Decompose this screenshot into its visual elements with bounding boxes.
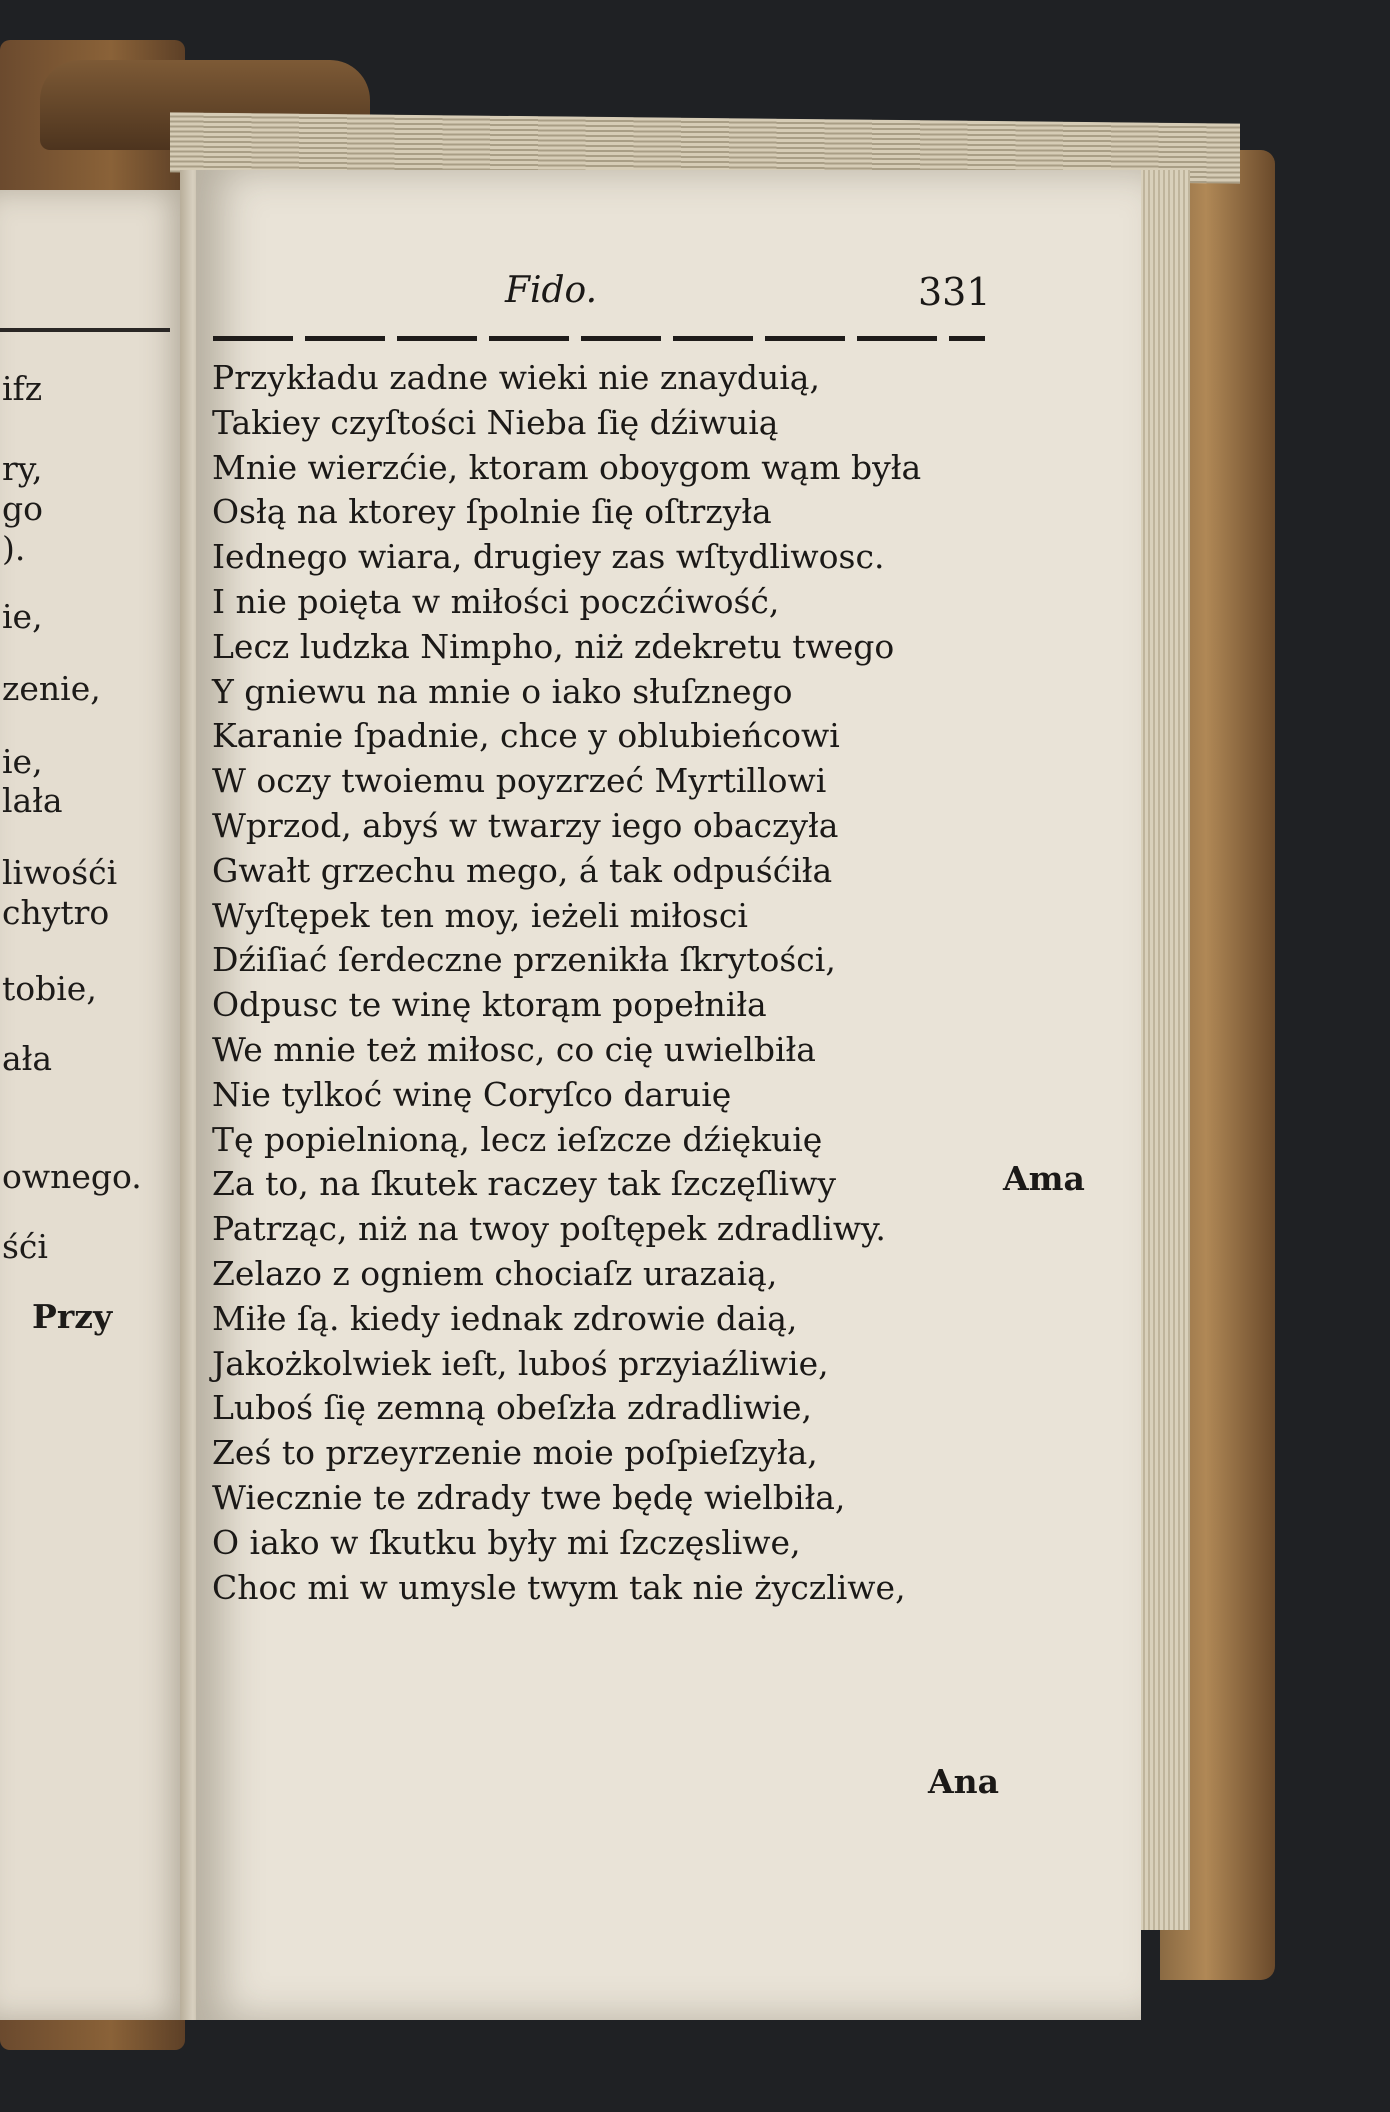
verse-line: W oczy twoiemu poyzrzeć Myrtillowi (212, 761, 827, 801)
running-title: Fido. (505, 270, 598, 311)
left-fragment: ifz (2, 369, 43, 408)
left-fragment: zenie, (2, 669, 101, 708)
verse-line: Wprzod, abyś w twarzy iego obaczyła (212, 805, 839, 845)
speaker-label: Ama (1003, 1159, 1085, 1198)
verse-line: I nie poięta w miłości poczćiwość, (212, 581, 780, 621)
left-fragment: lała (2, 781, 63, 820)
verse-line: O iako w ſkutku były mi ſzczęsliwe, (212, 1522, 801, 1562)
verse-line: Dźiſiać ſerdeczne przenikła ſkrytości, (212, 940, 836, 980)
left-catchword: Przy (32, 1297, 113, 1336)
verse-text (212, 356, 1042, 1610)
left-fragment: śći (2, 1227, 48, 1266)
verse-line: Jakożkolwiek ieſt, luboś przyiaźliwie, (212, 1343, 829, 1383)
verse-line: Odpusc te winę ktorąm popełniła (212, 985, 767, 1025)
header-rule (213, 336, 985, 341)
left-fragment: liwośći (2, 853, 118, 892)
left-fragment: ). (2, 529, 26, 568)
verse-line: Gwałt grzechu mego, á tak odpuśćiła (212, 850, 833, 890)
left-fragment: ownego. (2, 1157, 142, 1196)
verse-line: Za to, na ſkutek raczey tak ſzczęſliwy (212, 1164, 836, 1204)
verse-line: Y gniewu na mnie o iako słuſznego (212, 671, 793, 711)
left-fragment: go (2, 489, 43, 528)
verse-line: Tę popielnioną, lecz ieſzcze dźiękuię (212, 1119, 823, 1159)
verse-line: Miłe ſą. kiedy iednak zdrowie daią, (212, 1298, 798, 1338)
verse-line: Iednego wiara, drugiey zas wſtydliwosc. (212, 537, 885, 577)
left-fragment: ie, (2, 597, 43, 636)
verse-line: Patrząc, niż na twoy poſtępek zdradliwy. (212, 1209, 886, 1249)
verse-line: Wyſtępek ten moy, ieżeli miłosci (212, 895, 748, 935)
left-fragment: ała (2, 1039, 53, 1078)
verse-line: Osłą na ktorey ſpolnie ſię oſtrzyła (212, 492, 772, 532)
verse-line: Wiecznie te zdrady twe będę wielbiła, (212, 1477, 846, 1517)
left-fragment: ry, (2, 449, 43, 488)
verse-line: Ześ to przeyrzenie moie poſpieſzyła, (212, 1433, 818, 1473)
verse-line: Mnie wierzćie, ktoram oboygom wąm była (212, 447, 922, 487)
verse-line: Takiey czyſtości Nieba ſię dźiwuią (212, 402, 779, 442)
page-number: 331 (918, 270, 991, 314)
verse-line: We mnie też miłosc, co cię uwielbiła (212, 1029, 816, 1069)
verse-line: Zelazo z ogniem chociaſz urazaią, (212, 1253, 778, 1293)
verse-line: Choc mi w umysle twym tak nie życzliwe, (212, 1567, 906, 1607)
left-fragment: chytro (2, 893, 110, 932)
verse-line: Karanie ſpadnie, chce y oblubieńcowi (212, 716, 840, 756)
left-fragment: tobie, (2, 969, 97, 1008)
verse-line: Luboś ſię zemną obeſzła zdradliwie, (212, 1388, 812, 1428)
verse-line: Nie tylkoć winę Coryſco daruię (212, 1074, 732, 1114)
left-page-rule (0, 328, 170, 332)
verse-line: Lecz ludzka Nimpho, niż zdekretu twego (212, 626, 895, 666)
verse-line: Przykładu zadne wieki nie znayduią, (212, 358, 820, 397)
left-fragment: ie, (2, 742, 43, 781)
catchword: Ana (928, 1762, 999, 1801)
